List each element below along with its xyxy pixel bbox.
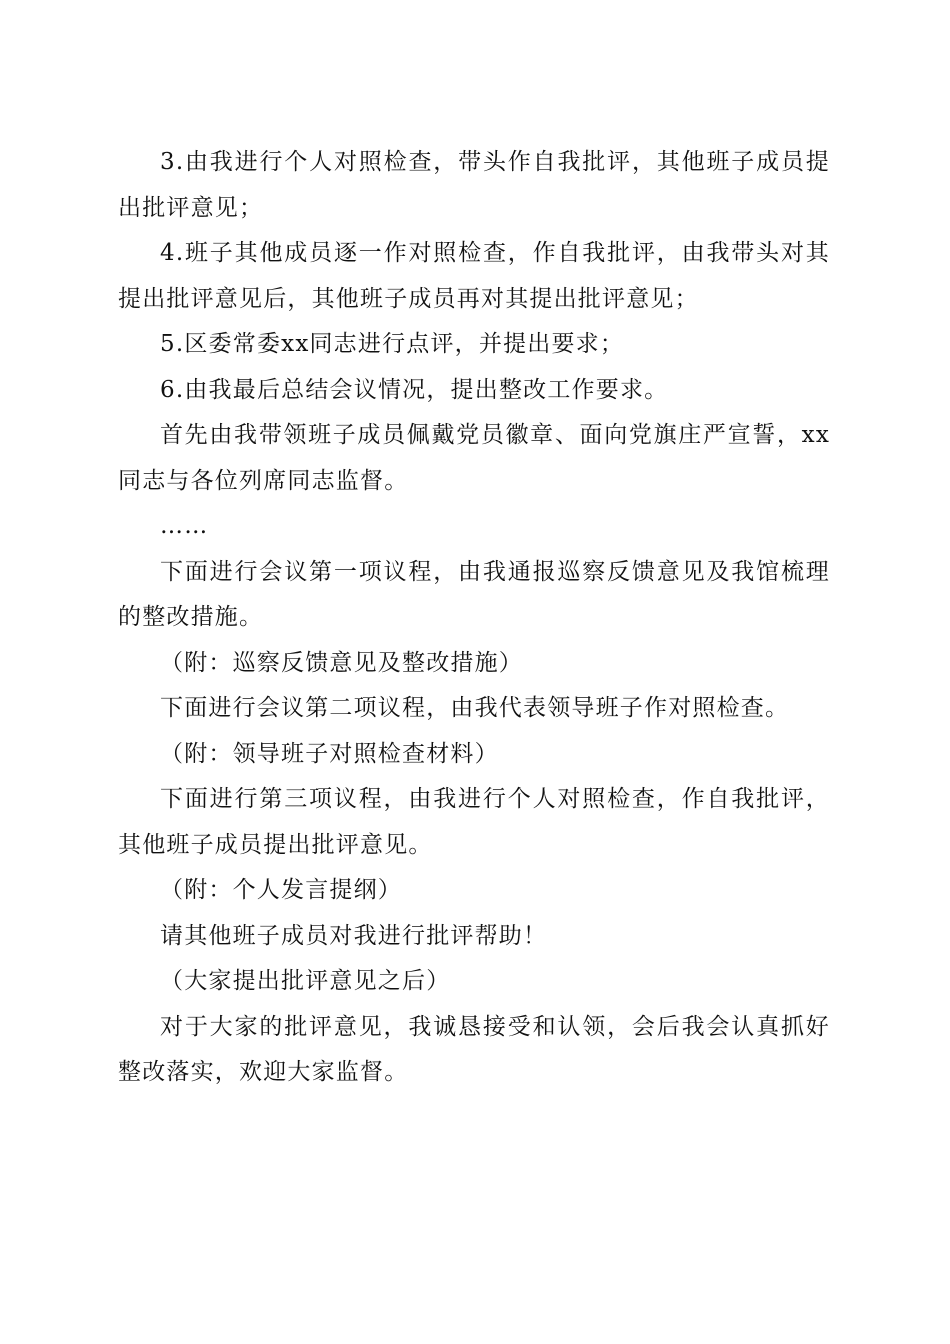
paragraph-item-5: 5.区委常委xx同志进行点评，并提出要求；	[160, 331, 625, 357]
paragraph-agenda-3: 下面进行第三项议程，由我进行个人对照检查，作自我批评，其他班子成员提出批评意见。	[118, 786, 830, 858]
paragraph-agenda-1: 下面进行会议第一项议程，由我通报巡察反馈意见及我馆梳理的整改措施。	[118, 558, 830, 630]
paragraph-oath: 首先由我带领班子成员佩戴党员徽章、面向党旗庄严宣誓，xx同志与各位列席同志监督。	[118, 422, 830, 494]
paragraph-item-6: 6.由我最后总结会议情况，提出整改工作要求。	[160, 376, 669, 403]
document-body	[118, 140, 830, 1096]
paragraph-item-4: 4.班子其他成员逐一作对照检查，作自我批评，由我带头对其提出批评意见后，其他班子成员再对其提出批评意见；	[118, 240, 830, 312]
paragraph-attachment-3: （附：个人发言提纲）	[160, 877, 402, 903]
paragraph-attachment-2: （附：领导班子对照检查材料）	[160, 740, 499, 767]
paragraph-after-criticism: （大家提出批评意见之后）	[160, 968, 451, 994]
paragraph-attachment-1: （附：巡察反馈意见及整改措施）	[160, 649, 523, 676]
paragraph-closing: 对于大家的批评意见，我诚恳接受和认领，会后我会认真抓好整改落实，欢迎大家监督。	[118, 1013, 830, 1085]
paragraph-agenda-2: 下面进行会议第二项议程，由我代表领导班子作对照检查。	[160, 695, 790, 721]
paragraph-ellipsis: ……	[160, 513, 209, 539]
paragraph-item-3: 3.由我进行个人对照检查，带头作自我批评，其他班子成员提出批评意见；	[118, 149, 830, 221]
paragraph-request-criticism: 请其他班子成员对我进行批评帮助！	[160, 922, 548, 949]
